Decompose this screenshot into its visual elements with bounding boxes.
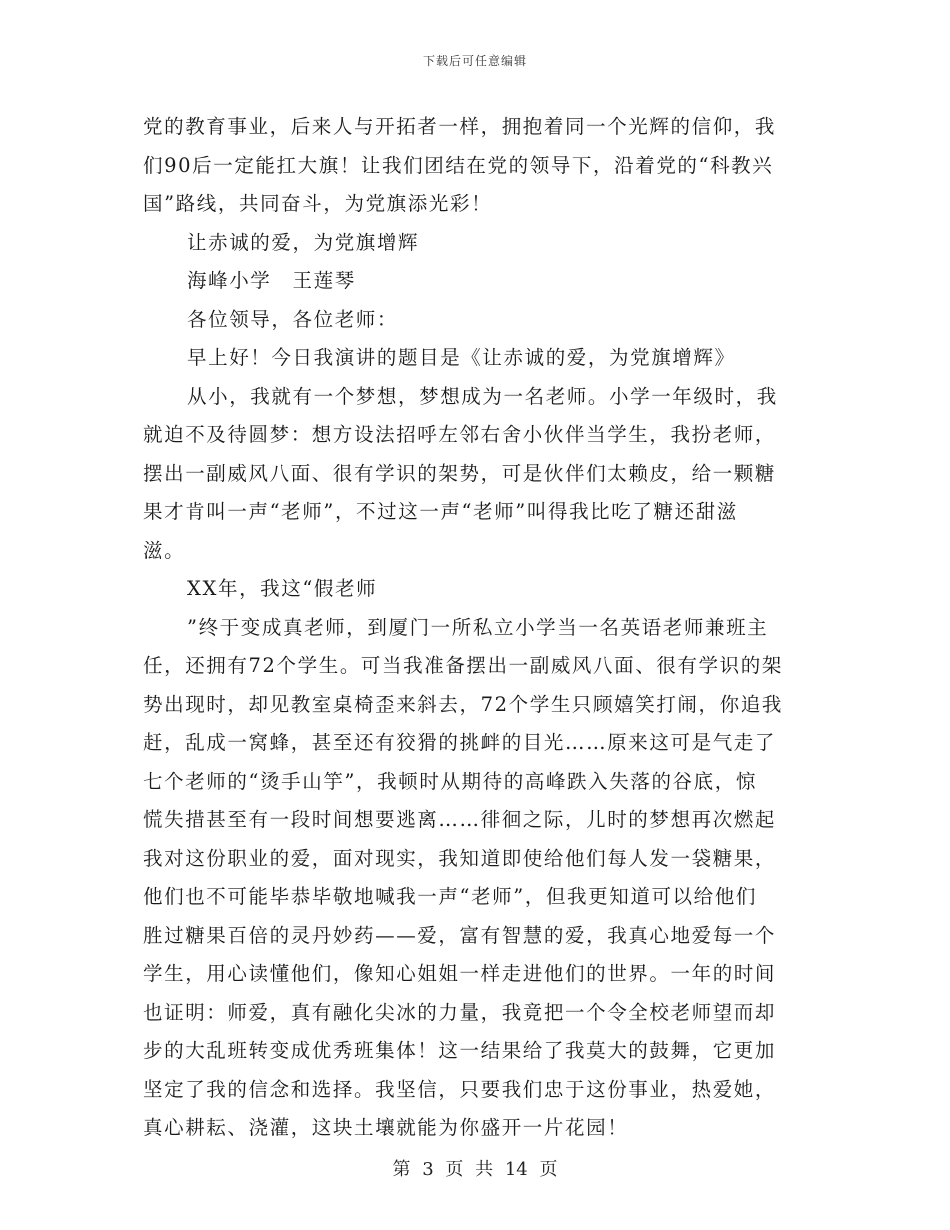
body-line: 势出现时，却见教室桌椅歪来斜去，72个学生只顾嬉笑打闹，你追我	[143, 692, 783, 716]
body-line: 们90后一定能扛大旗！让我们团结在党的领导下，沿着党的“科教兴	[143, 153, 774, 177]
page-number-footer: 第 3 页 共 14 页	[392, 1159, 558, 1180]
body-line: 七个老师的“烫手山竽”，我顿时从期待的高峰跌入失落的谷底，惊	[143, 769, 757, 793]
body-line: 慌失措甚至有一段时间想要逃离……徘徊之际，儿时的梦想再次燃起	[143, 808, 777, 831]
speech-title: 让赤诚的爱，为党旗增辉	[187, 230, 420, 254]
body-line: 我对这份职业的爱，面对现实，我知道即使给他们每人发一袋糖果，	[143, 846, 777, 870]
body-line: 就迫不及待圆梦：想方设法招呼左邻右舍小伙伴当学生，我扮老师，	[143, 423, 777, 446]
page-header: 下载后可任意编辑	[422, 54, 527, 68]
body-line: 赶，乱成一窝蜂，甚至还有狡猾的挑衅的目光……原来这可是气走了	[143, 731, 777, 754]
body-line: 从小，我就有一个梦想，梦想成为一名老师。小学一年级时，我	[187, 384, 778, 408]
body-line: XX年，我这“假老师	[187, 577, 378, 600]
body-line: 也证明：师爱，真有融化尖冰的力量，我竟把一个令全校老师望而却	[143, 1000, 777, 1024]
body-line: 党的教育事业，后来人与开拓者一样，拥抱着同一个光辉的信仰，我	[143, 115, 777, 138]
body-line: 他们也不可能毕恭毕敬地喊我一声“老师”，但我更知道可以给他们	[143, 885, 757, 908]
body-line: 步的大乱班转变成优秀班集体！这一结果给了我莫大的鼓舞，它更加	[143, 1039, 777, 1062]
body-line: 果才肯叫一声“老师”，不过这一声“老师”叫得我比吃了糖还甜滋	[143, 500, 738, 523]
greeting: 早上好！今日我演讲的题目是《让赤诚的爱，为党旗增辉》	[187, 346, 736, 369]
body-line: 任，还拥有72个学生。可当我准备摆出一副威风八面、很有学识的架	[143, 654, 783, 677]
body-line: 国”路线，共同奋斗，为党旗添光彩！	[143, 192, 493, 215]
document-body	[143, 108, 803, 1148]
salutation: 各位领导，各位老师：	[187, 307, 399, 331]
body-line: 坚定了我的信念和选择。我坚信，只要我们忠于这份事业，热爱她，	[143, 1077, 777, 1101]
speech-author: 海峰小学 王莲琴	[187, 269, 356, 292]
body-line: 滋。	[143, 538, 186, 562]
body-line: 摆出一副威风八面、很有学识的架势，可是伙伴们太赖皮，给一颗糖	[143, 461, 777, 485]
body-line: 学生，用心读懂他们，像知心姐姐一样走进他们的世界。一年的时间	[143, 962, 777, 985]
body-line: ”终于变成真老师，到厦门一所私立小学当一名英语老师兼班主	[187, 615, 769, 639]
body-line: 胜过糖果百倍的灵丹妙药——爱，富有智慧的爱，我真心地爱每一个	[143, 923, 777, 947]
body-line: 真心耕耘、浇灌，这块土壤就能为你盛开一片花园！	[143, 1116, 629, 1139]
